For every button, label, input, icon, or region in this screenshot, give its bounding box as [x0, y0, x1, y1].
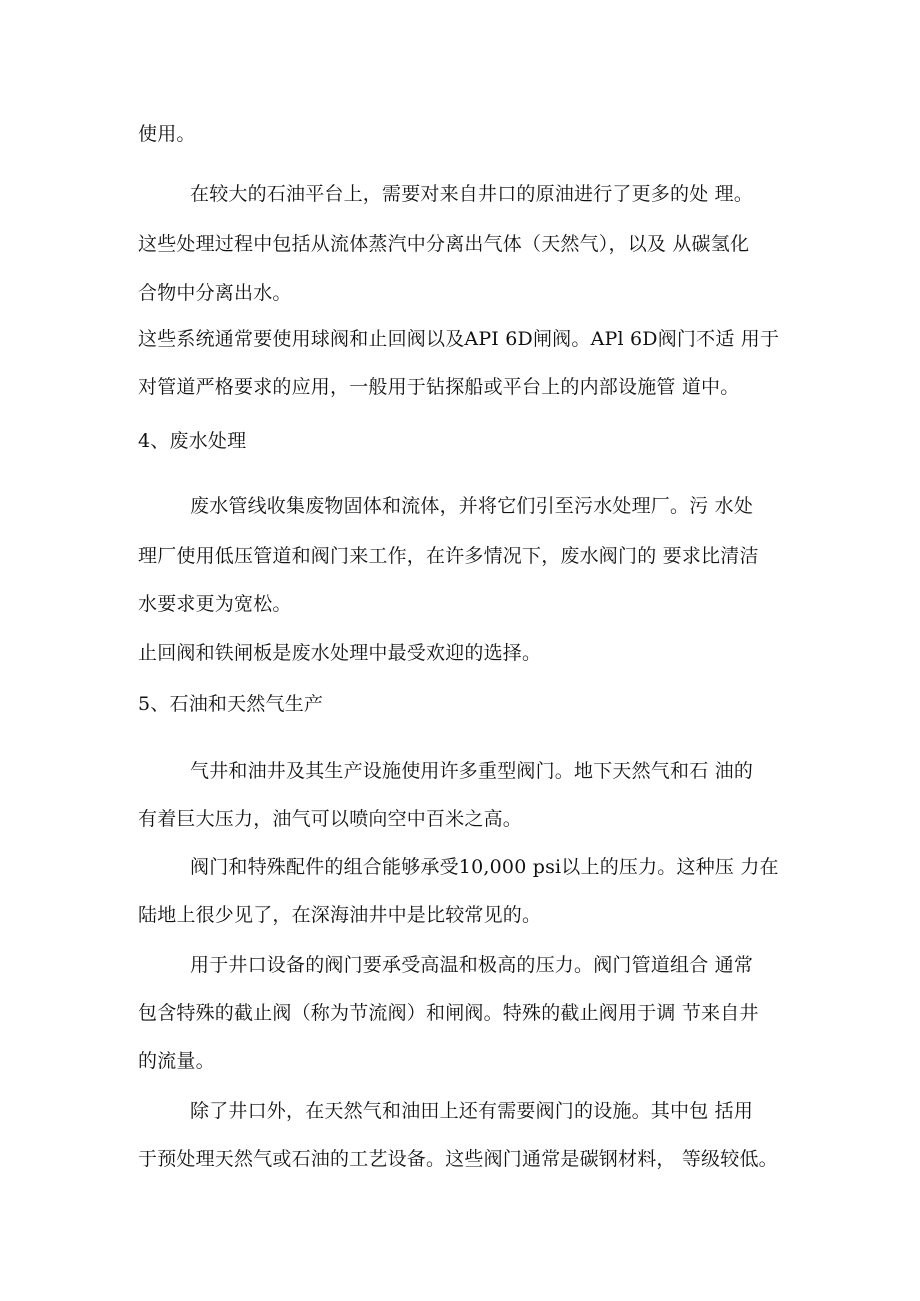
paragraph-line: 合物中分离出水。: [138, 282, 292, 304]
paragraph-line: 于预处理天然气或石油的工艺设备。这些阀门通常是碳钢材料， 等级较低。: [138, 1148, 778, 1170]
paragraph-line: 在较大的石油平台上，需要对来自井口的原油进行了更多的处 理。: [190, 183, 754, 205]
paragraph-line: 陆地上很少见了，在深海油井中是比较常见的。: [138, 904, 542, 926]
section-heading: 4、废水处理: [138, 430, 247, 452]
paragraph-line: 用于井口设备的阀门要承受高温和极高的压力。阀门管道组合 通常: [190, 954, 754, 976]
paragraph-line: 气井和油井及其生产设施使用许多重型阀门。地下天然气和石 油的: [190, 760, 754, 782]
paragraph-line: 废水管线收集废物固体和流体，并将它们引至污水处理厂。污 水处: [190, 495, 754, 517]
paragraph-line: 除了井口外，在天然气和油田上还有需要阀门的设施。其中包 括用: [190, 1100, 754, 1122]
paragraph-line: 使用。: [138, 123, 196, 145]
paragraph-line: 包含特殊的截止阀（称为节流阀）和闸阀。特殊的截止阀用于调 节来自井: [138, 1002, 759, 1024]
paragraph-line: 水要求更为宽松。: [138, 593, 292, 615]
paragraph-line: 阀门和特殊配件的组合能够承受10,000 psi以上的压力。这种压 力在: [190, 856, 779, 878]
paragraph-line: 有着巨大压力，油气可以喷向空中百米之高。: [138, 808, 523, 830]
paragraph-line: 止回阀和铁闸板是废水处理中最受欢迎的选择。: [138, 642, 542, 664]
section-heading: 5、石油和天然气生产: [138, 693, 324, 715]
paragraph-line: 对管道严格要求的应用，一般用于钻探船或平台上的内部设施管 道中。: [138, 376, 740, 398]
paragraph-line: 的流量。: [138, 1050, 215, 1072]
paragraph-line: 理厂使用低压管道和阀门来工作，在许多情况下，废水阀门的 要求比清洁: [138, 545, 759, 567]
paragraph-line: 这些系统通常要使用球阀和止回阀以及API 6D闸阀。APl 6D阀门不适 用于: [138, 328, 780, 350]
paragraph-line: 这些处理过程中包括从流体蒸汽中分离出气体（天然气），以及 从碳氢化: [138, 233, 750, 255]
